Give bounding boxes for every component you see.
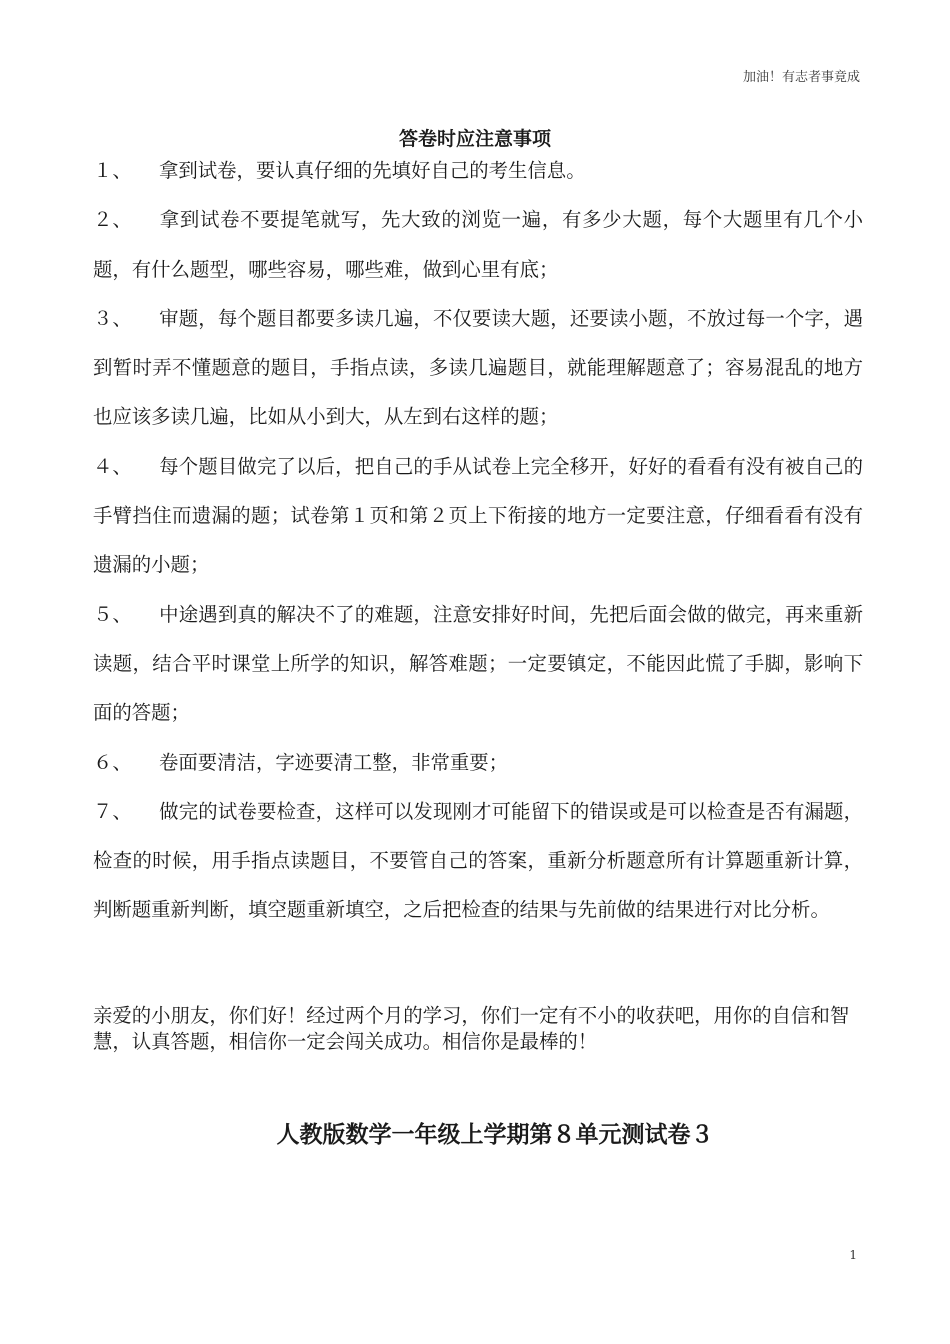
item-number: ６、 [93, 750, 132, 774]
notice-title: 答卷时应注意事项 [398, 128, 551, 150]
notice-item-2 [93, 195, 863, 294]
item-number: ２、 [93, 208, 132, 232]
item-number: ３、 [93, 306, 132, 330]
item-text: 每个题目做完了以后，把自己的手从试卷上完全移开，好好的看看有没有被自己的手臂挡住而遗漏的题；试卷第１页和第２页上下衔接的地方一定要注意，仔细看看有没有遗漏的小题； [93, 454, 863, 577]
notice-item-6 [93, 738, 863, 787]
item-text: 中途遇到真的解决不了的难题，注意安排好时间，先把后面会做的做完，再来重新读题，结合平时课堂上所学的知识，解答难题；一定要镇定，不能因此慌了手脚，影响下面的答题； [93, 602, 863, 725]
item-number: ４、 [93, 454, 132, 478]
notice-item-1 [93, 146, 863, 195]
exam-title: 人教版数学一年级上学期第８单元测试卷３ [276, 1122, 714, 1148]
header-motto: 加油！有志者事竟成 [742, 70, 860, 85]
item-text: 卷面要清洁，字迹要清工整，非常重要； [159, 750, 509, 774]
item-number: １、 [93, 159, 132, 182]
item-text: 审题，每个题目都要多读几遍，不仅要读大题，还要读小题，不放过每一个字，遇到暂时弄不懂题意的题目，手指点读，多读几遍题目，就能理解题意了；容易混乱的地方也应该多读几遍，比如从小到大，从左到右这样的题； [93, 306, 863, 429]
item-text: 做完的试卷要检查，这样可以发现刚才可能留下的错误或是可以检查是否有漏题，检查的时候，用手指点读题目，不要管自己的答案，重新分析题意所有计算题重新计算，判断题重新判断，填空题重新填空，之后把检查的结果与先前做的结果进行对比分析。 [93, 799, 863, 922]
notice-item-5 [93, 590, 863, 738]
notice-item-3 [93, 294, 863, 442]
notice-item-4 [93, 442, 863, 590]
page-number: 1 [849, 1248, 857, 1262]
item-number: ７、 [93, 799, 132, 823]
notice-item-7 [93, 787, 863, 935]
item-text: 拿到试卷，要认真仔细的先填好自己的考生信息。 [159, 159, 586, 182]
notice-list [93, 146, 863, 935]
item-text: 拿到试卷不要提笔就写，先大致的浏览一遍，有多少大题，每个大题里有几个小题，有什么题型，哪些容易，哪些难，做到心里有底； [93, 208, 863, 281]
item-number: ５、 [93, 602, 132, 626]
encouragement-paragraph: 亲爱的小朋友，你们好！经过两个月的学习，你们一定有不小的收获吧，用你的自信和智慧，认真答题，相信你一定会闯关成功。相信你是最棒的！ [93, 1004, 850, 1053]
